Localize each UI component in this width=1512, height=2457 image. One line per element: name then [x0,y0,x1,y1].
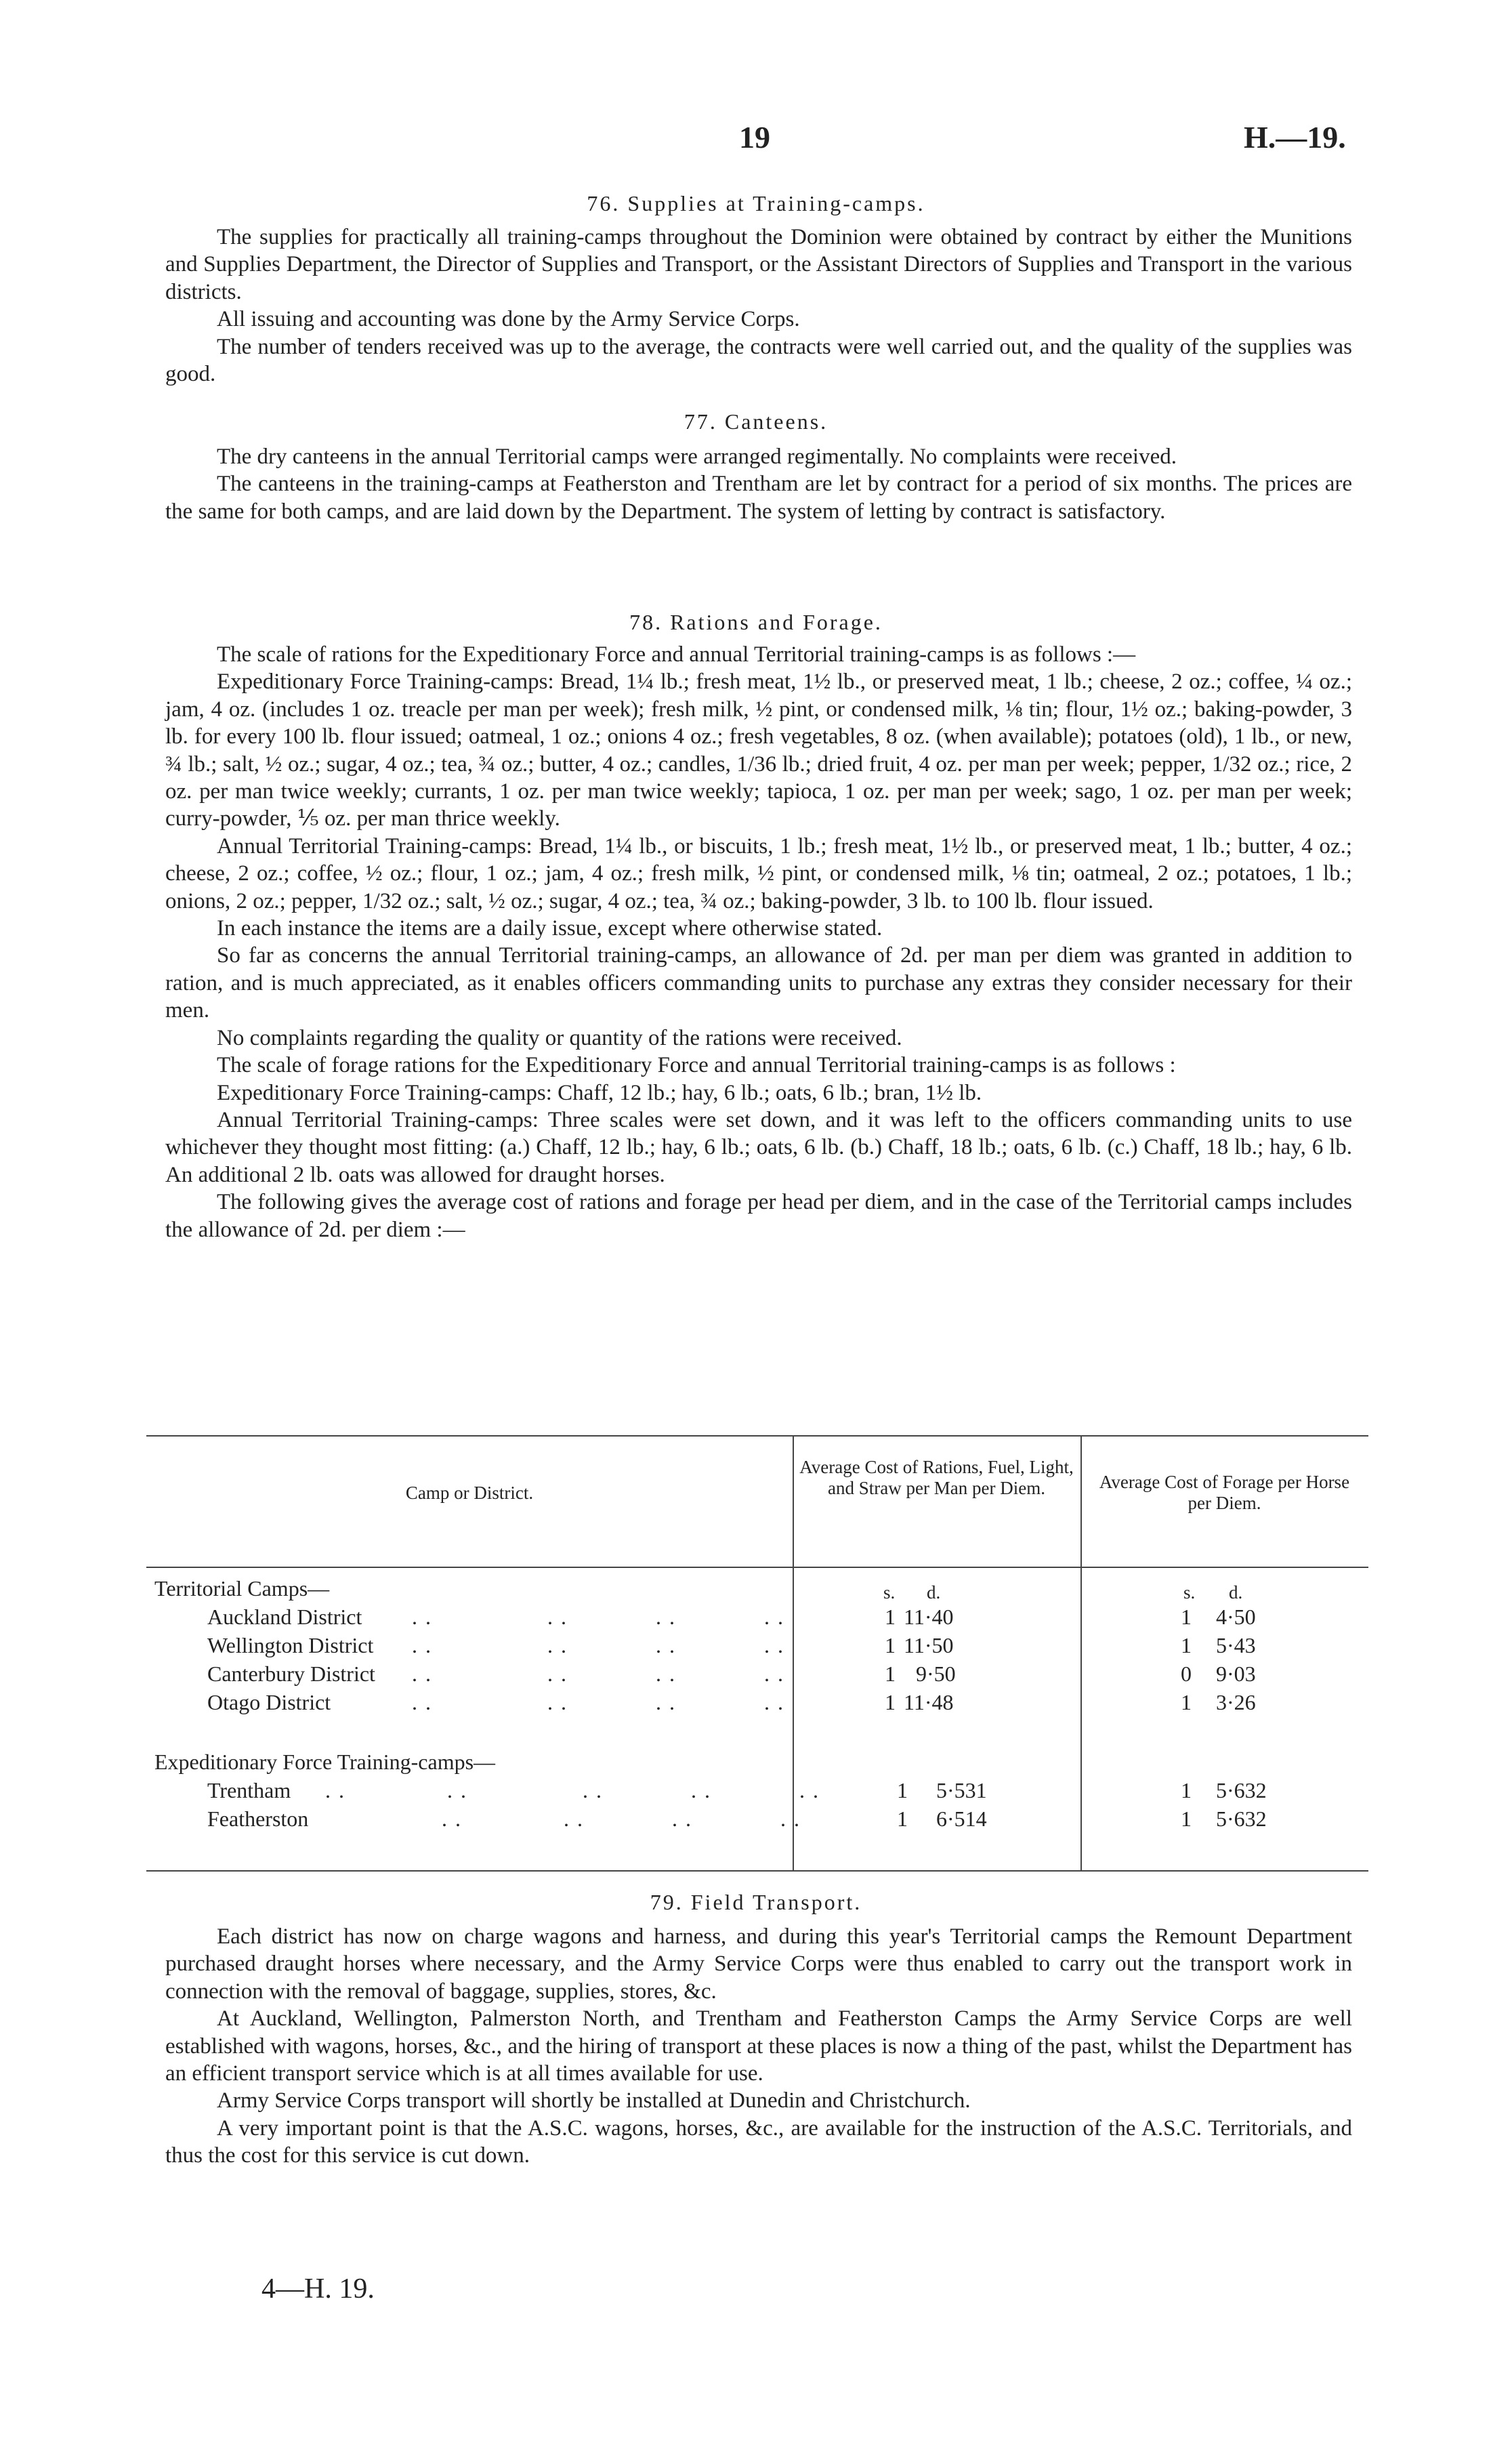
table-bottom-rule [146,1870,1368,1872]
dot-leader: .. .. .. .. [412,1605,791,1629]
dot-leader: .. .. .. .. [412,1690,791,1714]
paragraph: All issuing and accounting was done by the Army Service Corps. [217,307,800,332]
table-header-rule [146,1567,1368,1568]
section-76-body [165,224,1352,388]
forage-shillings: 1 [1181,1605,1192,1629]
paragraph: The canteens in the training-camps at Featherston and Trentham are let by contract for a period of six months. The prices are the same for both camps, and are laid down by the Department. The system of letting by contract is satisfactory. [165,472,1352,524]
page-number: 19 [739,120,770,154]
paragraph: In each instance the items are a daily issue, except where otherwise stated. [217,916,883,941]
paragraph: The number of tenders received was up to the average, the contracts were well carried out, and the quality of the supplies was good. [165,334,1352,387]
section-79-body [165,1923,1352,2170]
camp-name: Trentham [207,1778,291,1802]
section-79-heading: 79. Field Transport. [650,1890,862,1914]
forage-shillings: 1 [1181,1806,1192,1831]
section-78-body [165,641,1352,1243]
rations-pence: 5·531 [936,1778,987,1802]
rations-pence: 11·40 [904,1605,954,1629]
table-top-rule [146,1435,1368,1437]
paragraph: The scale of rations for the Expeditionary Force and annual Territorial training-camps is as follows :— [217,642,1136,667]
footer-signature: 4—H. 19. [261,2273,375,2305]
section-77-body [165,443,1352,525]
paragraph: Annual Territorial Training-camps: Three scales were set down, and it was left to the officers commanding units to use whichever they thought most fitting: (a.) Chaff, 12 lb.; hay, 6 lb.; oats, 6 lb. (b.) Chaff, 18 lb.; oats, 6 lb. (c.) Chaff, 18 lb.; hay, 6 lb. An additional 2 lb. oats was allowed for draught horses. [165,1107,1352,1187]
section-77-heading: 77. Canteens. [684,409,828,434]
forage-pence: 5·632 [1216,1806,1267,1831]
paragraph: At Auckland, Wellington, Palmerston North, and Trentham and Featherston Camps the Army Service Corps are well established with wagons, horses, &c., and the hiring of transport at these places is now a thing of the past, whilst the Department has an efficient transport service which is at all times available for use. [165,2006,1352,2086]
rations-pence: 11·48 [904,1690,954,1714]
rations-shillings: 1 [885,1690,896,1714]
camp-name: Otago District [207,1690,331,1714]
rations-pence: 11·50 [904,1633,954,1657]
dot-leader: .. .. .. .. [412,1633,791,1657]
paragraph: The scale of forage rations for the Expeditionary Force and annual Territorial training-camps is as follows : [217,1053,1176,1078]
camp-name: Featherston [207,1806,309,1831]
forage-pence: 3·26 [1216,1690,1256,1714]
paragraph: The following gives the average cost of rations and forage per head per diem, and in the case of the Territorial camps includes the allowance of 2d. per diem :— [165,1190,1352,1242]
table-column-divider [1080,1435,1082,1870]
unit-pence: d. [927,1582,941,1603]
paragraph: Expeditionary Force Training-camps: Bread, 1¼ lb.; fresh meat, 1½ lb., or preserved meat, 1 lb.; cheese, 2 oz.; coffee, ¼ oz.; jam, 4 oz. (includes 1 oz. treacle per man per week); fresh milk, ½ pint, or condensed milk, ⅛ tin; flour, 1½ oz.; baking-powder, 3 lb. for every 100 lb. flour issued; oatmeal, 1 oz.; onions 4 oz.; fresh vegetables, 8 oz. (when available); potatoes (old), 1 lb., or new, ¾ lb.; salt, ½ oz.; sugar, 4 oz.; tea, ¾ oz.; butter, 4 oz.; candles, 1/36 lb.; dried fruit, 4 oz. per man per week; pepper, 1/32 oz.; rice, 2 oz. per man twice weekly; currants, 1 oz. per man twice weekly; tapioca, 1 oz. per man per week; sago, 1 oz. per man per week; curry-powder, ⅕ oz. per man thrice weekly. [165,669,1352,831]
paragraph: No complaints regarding the quality or quantity of the rations were received. [217,1025,902,1050]
header-forage: Average Cost of Forage per Horse per Diem. [1099,1472,1350,1513]
forage-pence: 4·50 [1216,1605,1256,1629]
camp-name: Auckland District [207,1605,362,1629]
forage-pence: 5·632 [1216,1778,1267,1802]
forage-pence: 5·43 [1216,1633,1256,1657]
rations-shillings: 1 [897,1806,908,1831]
paragraph: A very important point is that the A.S.C. wagons, horses, &c., are available for the instruction of the A.S.C. Territorials, and thus the cost for this service is cut down. [165,2115,1352,2168]
rations-shillings: 1 [885,1633,896,1657]
table-column-divider [793,1435,794,1870]
dot-leader: .. .. .. .. [442,1806,807,1831]
forage-shillings: 1 [1181,1778,1192,1802]
rations-pence: 6·514 [936,1806,987,1831]
document-id: H.—19. [1244,120,1346,154]
section-76-heading: 76. Supplies at Training-camps. [587,191,925,215]
unit-shillings: s. [883,1582,896,1603]
group-heading: Territorial Camps— [154,1576,330,1601]
paragraph: Expeditionary Force Training-camps: Chaff, 12 lb.; hay, 6 lb.; oats, 6 lb.; bran, 1½ lb. [217,1080,982,1105]
rations-shillings: 1 [885,1605,896,1629]
rations-pence: 9·50 [916,1661,956,1686]
paragraph: The dry canteens in the annual Territorial camps were arranged regimentally. No complaints were received. [217,445,1177,469]
rations-shillings: 1 [885,1661,896,1686]
paragraph: The supplies for practically all training-camps throughout the Dominion were obtained by contract by either the Munitions and Supplies Department, the Director of Supplies and Transport, or the Assistant Directors of Supplies and Transport in the various districts. [165,225,1352,304]
dot-leader: .. .. .. .. .. [325,1778,826,1802]
forage-shillings: 1 [1181,1690,1192,1714]
rations-shillings: 1 [897,1778,908,1802]
unit-shillings: s. [1183,1582,1196,1603]
header-camp: Camp or District. [405,1483,534,1503]
forage-pence: 9·03 [1216,1661,1256,1686]
unit-pence: d. [1229,1582,1243,1603]
camp-name: Wellington District [207,1633,374,1657]
section-78-heading: 78. Rations and Forage. [629,610,883,634]
group-heading: Expeditionary Force Training-camps— [154,1750,496,1774]
paragraph: Army Service Corps transport will shortly be installed at Dunedin and Christchurch. [217,2088,971,2113]
header-rations: Average Cost of Rations, Fuel, Light, and Straw per Man per Diem. [799,1457,1074,1498]
paragraph: So far as concerns the annual Territorial training-camps, an allowance of 2d. per man per diem was granted in addition to ration, and is much appreciated, as it enables officers commanding units to purchase any extras they consider necessary for their men. [165,943,1352,1023]
paragraph: Annual Territorial Training-camps: Bread, 1¼ lb., or biscuits, 1 lb.; fresh meat, 1½ lb., or preserved meat, 1 lb.; butter, 4 oz.; cheese, 2 oz.; coffee, ½ oz.; flour, 1 oz.; jam, 4 oz.; fresh milk, ½ pint, or condensed milk, ⅛ tin; oatmeal, 2 oz.; potatoes, 1 lb.; onions, 2 oz.; pepper, 1/32 oz.; salt, ½ oz.; sugar, 4 oz.; tea, ¾ oz.; baking-powder, 3 lb. to 100 lb. flour issued. [165,833,1352,913]
paragraph: Each district has now on charge wagons and harness, and during this year's Territorial camps the Remount Department purchased draught horses where necessary, and the Army Service Corps were thus enabled to carry out the transport work in connection with the removal of baggage, supplies, stores, &c. [165,1924,1352,2004]
camp-name: Canterbury District [207,1661,375,1686]
forage-shillings: 1 [1181,1633,1192,1657]
forage-shillings: 0 [1181,1661,1192,1686]
dot-leader: .. .. .. .. [412,1661,791,1686]
